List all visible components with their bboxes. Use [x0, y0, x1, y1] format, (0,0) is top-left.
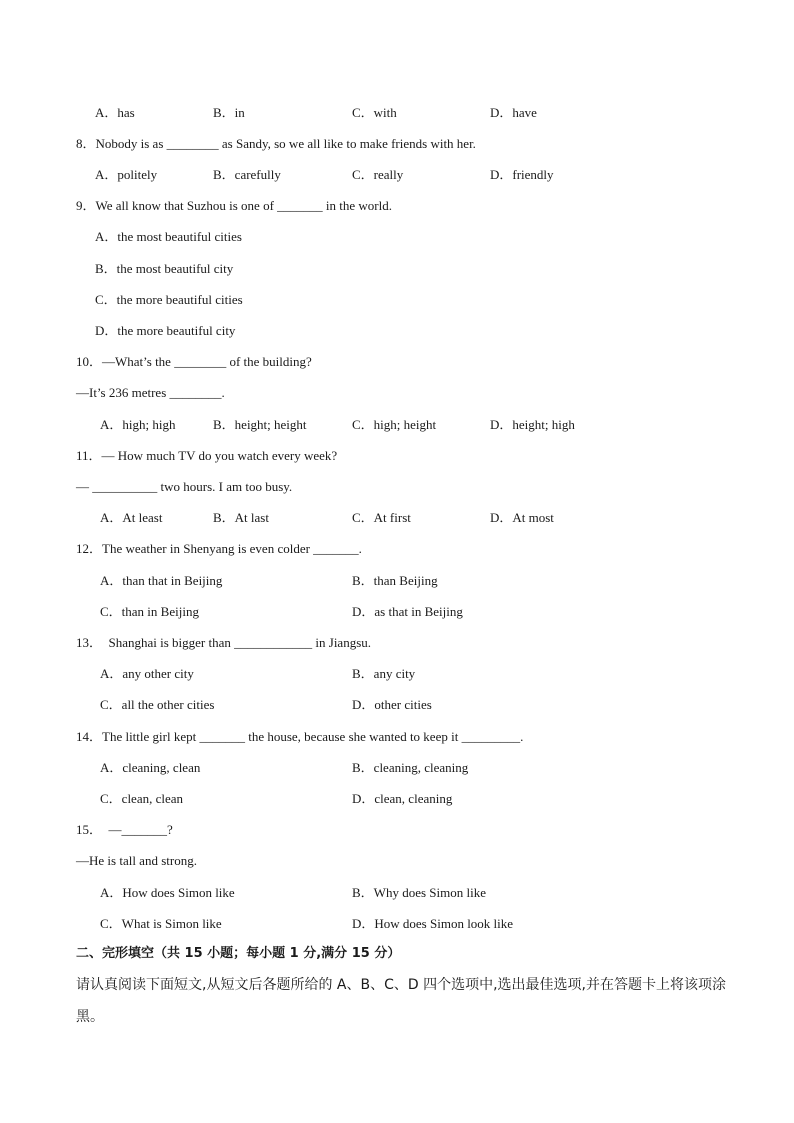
q15-option-d: D．How does Simon look like — [352, 916, 514, 931]
q15-option-a: A．How does Simon like — [100, 885, 235, 900]
q14-option-c: C．clean, clean — [100, 791, 184, 806]
q7-option-b: B．in — [213, 105, 245, 120]
q12-option-d: D．as that in Beijing — [352, 604, 463, 619]
q13-option-d: D．other cities — [352, 697, 432, 712]
q15-option-b: B．Why does Simon like — [352, 885, 486, 900]
q8-stem: 8．Nobody is as ________ as Sandy, so we all like to make friends with her. — [76, 136, 476, 151]
q14-option-a: A．cleaning, clean — [100, 760, 201, 775]
q12-stem: 12．The weather in Shenyang is even colder _______. — [76, 541, 362, 556]
q9-option-a: A．the most beautiful cities — [95, 229, 242, 244]
q10-stem: 10．—What’s the ________ of the building? — [76, 354, 312, 369]
section2-heading: 二、完形填空（共 15 小题；每小题 1 分,满分 15 分） — [76, 946, 401, 961]
q11-option-c: C．At first — [352, 510, 411, 525]
q8-option-a: A．politely — [95, 167, 158, 182]
q11-answer-line: — __________ two hours. I am too busy. — [76, 479, 293, 494]
q8-option-c: C．really — [352, 167, 404, 182]
q9-option-b: B．the most beautiful city — [95, 261, 234, 276]
q10-answer-line: —It’s 236 metres ________. — [76, 385, 225, 400]
q9-option-c: C．the more beautiful cities — [95, 292, 243, 307]
q11-stem: 11．— How much TV do you watch every week? — [76, 448, 338, 463]
q11-option-d: D．At most — [490, 510, 554, 525]
q15-answer-line: —He is tall and strong. — [76, 853, 197, 868]
q11-option-b: B．At last — [213, 510, 269, 525]
q13-option-c: C．all the other cities — [100, 697, 215, 712]
q10-option-b: B．height; height — [213, 417, 307, 432]
q11-option-a: A．At least — [100, 510, 163, 525]
q12-option-b: B．than Beijing — [352, 573, 438, 588]
q13-stem: 13． Shanghai is bigger than ____________ in Jiangsu. — [76, 635, 372, 650]
q12-option-a: A．than that in Beijing — [100, 573, 223, 588]
q12-option-c: C．than in Beijing — [100, 604, 199, 619]
q7-option-d: D．have — [490, 105, 537, 120]
q14-option-d: D．clean, cleaning — [352, 791, 453, 806]
q15-option-c: C．What is Simon like — [100, 916, 222, 931]
q9-option-d: D．the more beautiful city — [95, 323, 236, 338]
q8-option-b: B．carefully — [213, 167, 281, 182]
q10-option-c: C．high; height — [352, 417, 437, 432]
q9-stem: 9．We all know that Suzhou is one of _______ in the world. — [76, 198, 392, 213]
q14-stem: 14．The little girl kept _______ the house, because she wanted to keep it _________. — [76, 729, 524, 744]
q8-option-d: D．friendly — [490, 167, 554, 182]
q14-option-b: B．cleaning, cleaning — [352, 760, 469, 775]
q7-option-c: C．with — [352, 105, 397, 120]
q10-option-d: D．height; high — [490, 417, 575, 432]
q15-stem: 15． —_______? — [76, 822, 173, 837]
q13-option-a: A．any other city — [100, 666, 194, 681]
section2-instruction-line1: 请认真阅读下面短文,从短文后各题所给的 A、B、C、D 四个选项中,选出最佳选项,并在答题卡上将该项涂 — [76, 977, 726, 993]
q13-option-b: B．any city — [352, 666, 416, 681]
q7-option-a: A．has — [95, 105, 135, 120]
section2-instruction-line2: 黑。 — [76, 1009, 104, 1025]
q10-option-a: A．high; high — [100, 417, 176, 432]
